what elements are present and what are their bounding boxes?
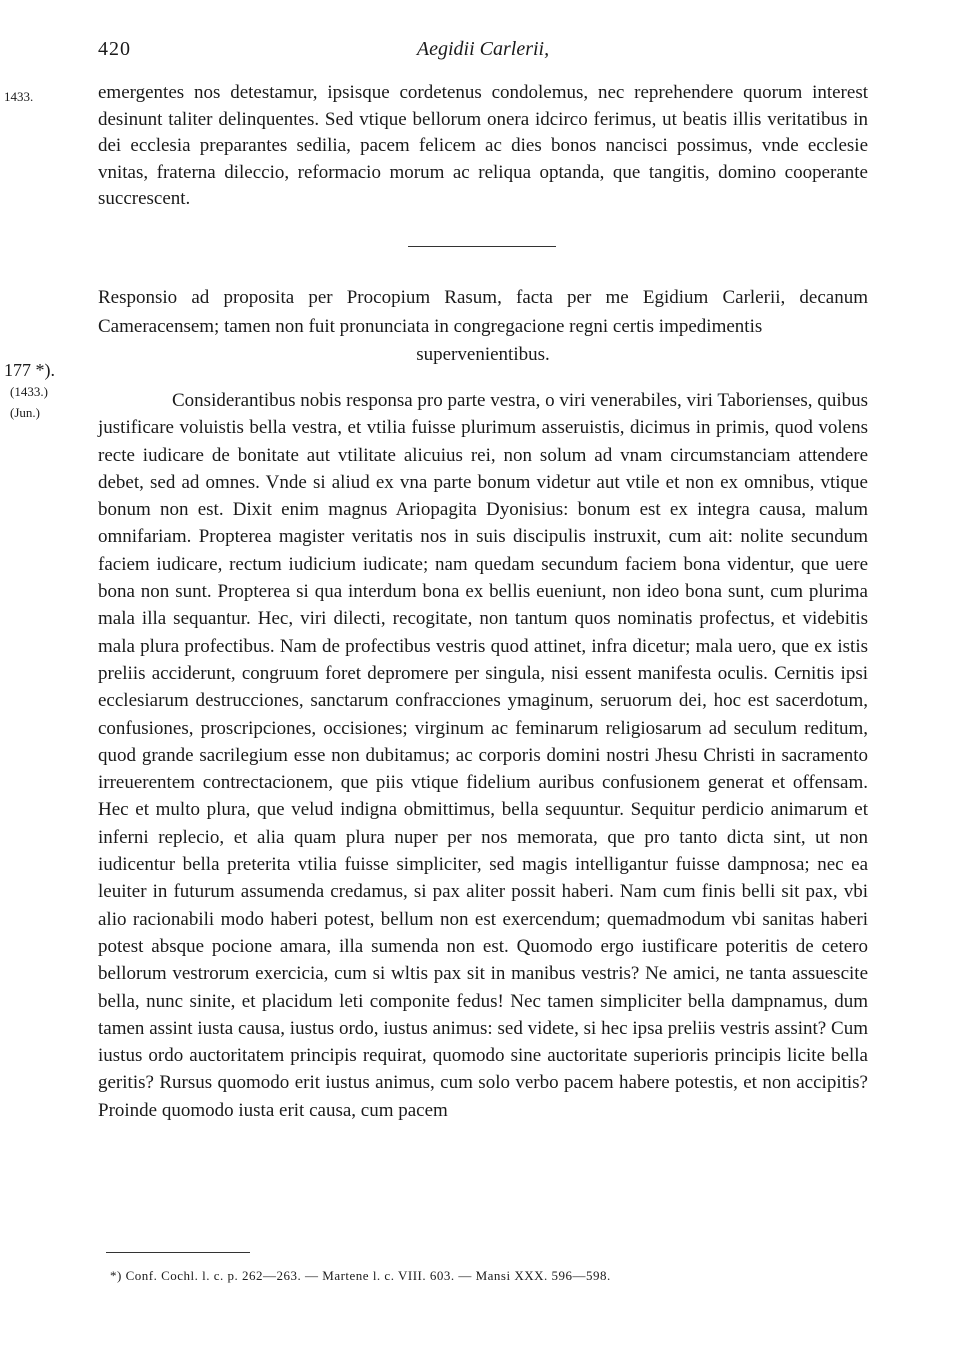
margin-year-note: 1433.: [4, 89, 34, 104]
footnote-rule: [106, 1252, 250, 1253]
document-month: (Jun.): [10, 405, 40, 420]
running-head: [98, 38, 868, 64]
heading-last-line: supervenientibus.: [416, 344, 550, 365]
footnote: *) Conf. Cochl. l. c. p. 262—263. — Martene l. c. VIII. 603. — Mansi XXX. 596—598.: [110, 1268, 611, 1283]
document-heading: [98, 284, 868, 370]
document-number: 177 *).: [4, 360, 55, 380]
margin-doc-note: [4, 362, 79, 425]
paragraph-continuation: [98, 80, 868, 213]
paragraph-text: Considerantibus nobis responsa pro parte vestra, o viri venerabiles, viri Taborienses, quibus justificare voluistis bella vestra, et vtilia fuisse plurimum asseruistis, dicimus in primis, quod volens recte iudicare de bonitate aut vtilitate alicuius rei, non solum ad vnam circumstanciam attendere debet, sed ad omnes. Vnde si aliud ex vna parte bonum videtur aut vtile et non ex omnibus, vtique bonum non est. Dixit enim magnus Ariopagita Dyonisius: bonum est ex integra causa, malum omnifariam. Propterea magister veritatis nos in suis discipulis instruxit, cum ait: nolite secundum faciem iudicare, rectum iudicium iudicate; nam quedam secundum faciem bona videntur, que uere bona non sunt. Propterea si qua interdum bona ex bellis eueniunt, non ideo bona sunt, cum plurima mala illa sequantur. Hec, viri dilecti, recogitate, non tantum quos nominatis profectus, et videbitis mala plura profectibus. Nam de profectibus vestris quod attinet, infra dicetur; mala uero, que ex istis preliis acciderunt, congruum foret depromere per singula, nisi essent manifesta oculis. Cernitis ipsi ecclesiarum destrucciones, sanctarum confracciones ymaginum, seruorum dei, hoc est sacerdotum, confusiones, proscripciones, occisiones; virginum ac feminarum religiosarum ad seculum reditum, quod grande sacrilegium esse non dubitamus; ac corporis domini nostri Jhesu Christi in sacramento irreuerentem contrectacionem, que piis vtique fidelium auribus confusionem generat et offensam. Hec et multo plura, que velud indigna obmittimus, bella sequuntur. Sequitur perdicio animarum et inferni replecio, et alia quam plura nuper per nos memorata, que pro tanto dicta sint, ut non iudicentur bella preterita vtilia fuisse simpliciter, sed magis intelligantur fuisse dampnosa; nec ea leuiter in futurum assumenda credamus, si pax aliter possit haberi. Nam cum finis belli sit pax, vbi alio racionabili modo haberi potest, bellum non est exercendum; quemadmodum vbi sanitas haberi potest absque pocione amara, illa sumenda non est. Quomodo ergo iustificare poteritis de cetero bellorum vestrorum exercicia, cum si wltis pax sit in manibus vestris? Ne amici, ne tanta assuescite bella, nunc sinite, et placidum leti componite fedus! Nec tamen simpliciter bella dampnamus, dum tamen assint iusta causa, iustus ordo, iustus animus: sed videte, si hec ipsa preliis vestris assint? Cum iustus ordo auctoritatem principis requirat, quomodo sine auctoritate superioris principis licite bella geritis? Rursus quomodo erit iustus animus, cum solo verbo pacem habere potestis, et non accipitis? Proinde quomodo iusta erit causa, cum pacem: [98, 390, 868, 1121]
section-divider: [408, 246, 556, 247]
main-paragraph: [98, 387, 868, 1124]
document-year: (1433.): [10, 384, 48, 399]
heading-text: Responsio ad proposita per Procopium Rasum, facta per me Egidium Carlerii, decanum Cameracensem; tamen non fuit pronunciata in congregacione regni certis impedimentis: [98, 287, 868, 337]
running-title: Aegidii Carlerii,: [416, 38, 550, 60]
page-number: 420: [98, 38, 131, 60]
paragraph-text: emergentes nos detestamur, ipsisque cordetenus condolemus, nec reprehendere quorum interest desinunt taliter delinquentes. Sed vtique bellorum onera idcirco ferimus, ut beatis illis veritatibus in dei ecclesia preparantes sedilia, pacem felicem ac dies bonos nancisci possimus, vnde ecclesie vnitas, fraterna dileccio, reformacio morum ac reliqua optanda, que tangitis, domino cooperante succrescent.: [98, 82, 868, 210]
